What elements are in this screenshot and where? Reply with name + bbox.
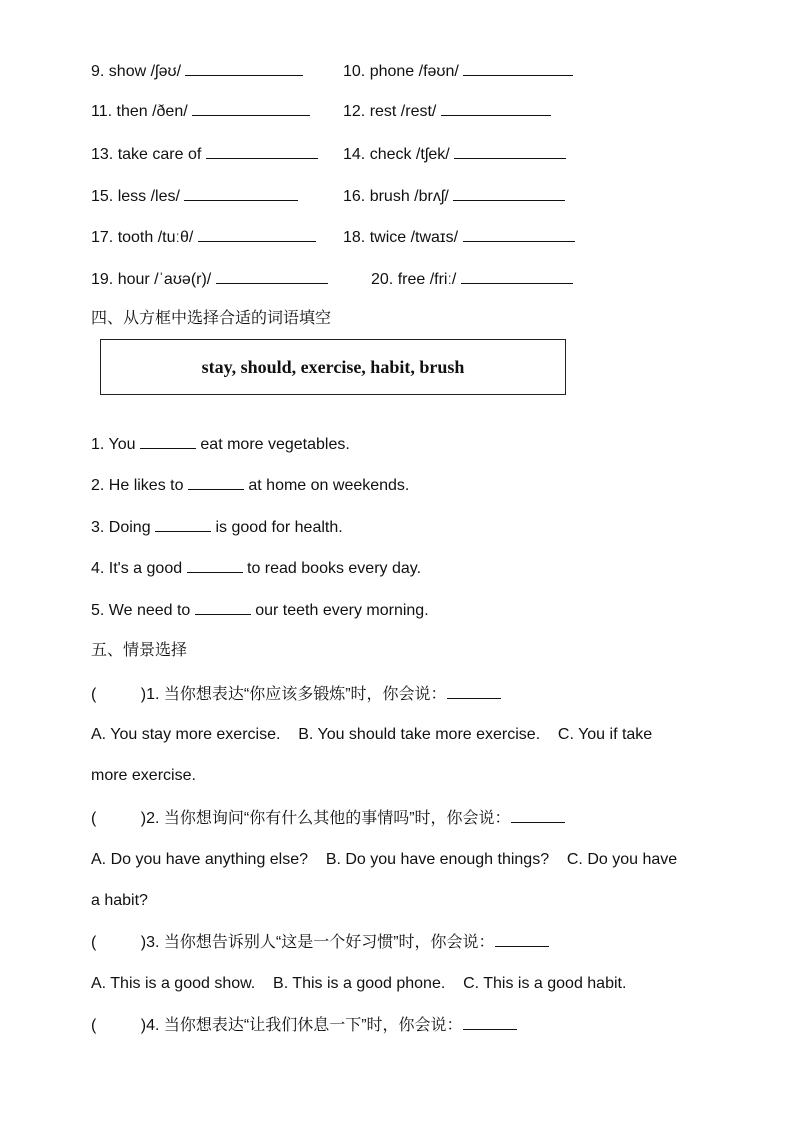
answer-blank[interactable] — [463, 1015, 517, 1030]
answer-blank[interactable] — [453, 186, 565, 201]
vocab-item-20: 20. free /friː/ — [371, 269, 573, 290]
question-2-options-cont: a habit? — [91, 892, 148, 909]
fill-item-5: 5. We need to our teeth every morning. — [91, 602, 429, 619]
vocab-item-17: 17. tooth /tuːθ/ — [91, 227, 316, 248]
answer-blank[interactable] — [216, 269, 328, 284]
answer-blank[interactable] — [184, 186, 298, 201]
word-box — [100, 339, 566, 395]
fill-item-3: 3. Doing is good for health. — [91, 519, 343, 536]
answer-blank[interactable] — [495, 932, 549, 947]
question-4-stem: ( )4. 当你想表达“让我们休息一下”时，你会说： — [91, 1015, 517, 1036]
answer-blank[interactable] — [447, 684, 501, 699]
answer-blank[interactable] — [188, 475, 244, 490]
question-1-options-cont: more exercise. — [91, 767, 196, 784]
answer-blank[interactable] — [206, 144, 318, 159]
answer-blank[interactable] — [511, 808, 565, 823]
fill-item-2: 2. He likes to at home on weekends. — [91, 477, 410, 494]
fill-item-1: 1. You eat more vegetables. — [91, 436, 350, 453]
vocab-item-15: 15. less /les/ — [91, 186, 298, 207]
answer-blank[interactable] — [185, 61, 303, 76]
question-3-options: A. This is a good show. B. This is a good phone. C. This is a good habit. — [91, 975, 627, 992]
answer-blank[interactable] — [187, 558, 243, 573]
fill-item-4: 4. It's a good to read books every day. — [91, 560, 422, 577]
answer-blank[interactable] — [463, 227, 575, 242]
question-3-stem: ( )3. 当你想告诉别人“这是一个好习惯”时，你会说： — [91, 932, 549, 953]
question-1-options: A. You stay more exercise. B. You should take more exercise. C. You if take — [91, 726, 653, 743]
vocab-item-9: 9. show /ʃəʊ/ — [91, 61, 303, 82]
vocab-item-13: 13. take care of — [91, 144, 318, 165]
answer-blank[interactable] — [195, 600, 251, 615]
question-1-stem: ( )1. 当你想表达“你应该多锻炼”时，你会说： — [91, 684, 501, 705]
vocab-item-19: 19. hour /ˈaʊə(r)/ — [91, 269, 328, 290]
question-2-options: A. Do you have anything else? B. Do you have enough things? C. Do you have — [91, 851, 678, 868]
answer-blank[interactable] — [192, 101, 310, 116]
vocab-item-10: 10. phone /fəʊn/ — [343, 61, 573, 82]
vocab-item-12: 12. rest /rest/ — [343, 101, 551, 122]
vocab-item-11: 11. then /ðen/ — [91, 101, 310, 122]
answer-blank[interactable] — [198, 227, 316, 242]
vocab-item-18: 18. twice /twaɪs/ — [343, 227, 575, 248]
section-5-title: 五、情景选择 — [91, 642, 188, 659]
answer-blank[interactable] — [155, 517, 211, 532]
vocab-item-14: 14. check /tʃek/ — [343, 144, 566, 165]
word-box-words: stay, should, exercise, habit, brush — [201, 356, 465, 377]
answer-blank[interactable] — [454, 144, 566, 159]
answer-blank[interactable] — [463, 61, 573, 76]
answer-blank[interactable] — [441, 101, 551, 116]
answer-blank[interactable] — [461, 269, 573, 284]
vocab-item-16: 16. brush /brʌʃ/ — [343, 186, 565, 207]
answer-blank[interactable] — [140, 434, 196, 449]
section-4-title: 四、从方框中选择合适的词语填空 — [91, 310, 332, 327]
question-2-stem: ( )2. 当你想询问“你有什么其他的事情吗”时，你会说： — [91, 808, 565, 829]
